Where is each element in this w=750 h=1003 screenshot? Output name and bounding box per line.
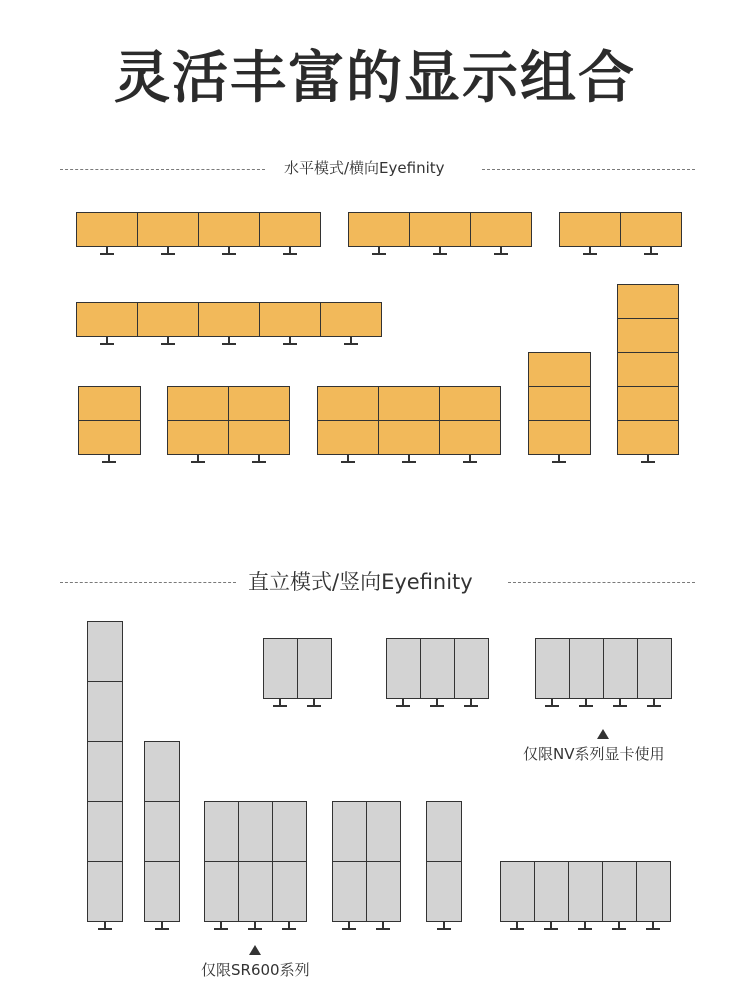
vertical-arrangement-1 (87, 621, 122, 931)
monitor-stand-icon (644, 247, 658, 255)
monitor-screen (470, 212, 532, 247)
horizontal-arrangement-9 (528, 352, 590, 464)
monitor-stand-icon (161, 337, 175, 345)
monitor-stand-icon (402, 455, 416, 463)
monitor-stand-icon (430, 699, 444, 707)
monitor-screen (204, 801, 239, 862)
horizontal-arrangement-7 (167, 386, 289, 464)
monitor-stand-icon (283, 337, 297, 345)
horizontal-arrangement-2 (348, 212, 531, 256)
monitor-screen (204, 861, 239, 922)
monitor-screen (87, 801, 123, 862)
monitor-stand-icon (155, 922, 169, 930)
monitor-screen (87, 621, 123, 682)
monitor-screen (76, 212, 138, 247)
monitor-screen (426, 861, 462, 922)
monitor-screen (259, 302, 321, 337)
monitor-screen (320, 302, 382, 337)
page-title: 灵活丰富的显示组合 (114, 46, 636, 111)
nv-only-note: 仅限NV系列显卡使用 (523, 745, 665, 763)
horizontal-section-heading (60, 157, 695, 181)
monitor-stand-icon (641, 455, 655, 463)
monitor-stand-icon (646, 922, 660, 930)
monitor-screen (238, 861, 273, 922)
monitor-screen (617, 352, 679, 387)
triangle-marker-icon (249, 945, 261, 955)
monitor-stand-icon (282, 922, 296, 930)
monitor-stand-icon (100, 337, 114, 345)
monitor-stand-icon (545, 699, 559, 707)
monitor-screen (620, 212, 682, 247)
vertical-section-heading (60, 570, 695, 594)
monitor-stand-icon (161, 247, 175, 255)
sr600-only-note: 仅限SR600系列 (201, 961, 310, 979)
monitor-screen (439, 386, 501, 421)
monitor-stand-icon (222, 247, 236, 255)
monitor-screen (78, 386, 141, 421)
monitor-stand-icon (307, 699, 321, 707)
monitor-stand-icon (494, 247, 508, 255)
monitor-stand-icon (437, 922, 451, 930)
monitor-screen (617, 284, 679, 319)
vertical-arrangement-7 (332, 801, 400, 931)
monitor-stand-icon (191, 455, 205, 463)
monitor-screen (76, 302, 138, 337)
dashed-divider-left (60, 169, 265, 170)
monitor-stand-icon (341, 455, 355, 463)
monitor-stand-icon (283, 247, 297, 255)
monitor-stand-icon (342, 922, 356, 930)
monitor-screen (637, 638, 672, 699)
monitor-screen (378, 386, 440, 421)
monitor-screen (144, 801, 180, 862)
monitor-stand-icon (102, 455, 116, 463)
monitor-screen (297, 638, 332, 699)
triangle-marker-icon (597, 729, 609, 739)
vertical-mode-label: 直立模式/竖向Eyefinity (248, 570, 473, 594)
monitor-screen (272, 861, 307, 922)
monitor-screen (378, 420, 440, 455)
monitor-screen (568, 861, 603, 922)
monitor-stand-icon (510, 922, 524, 930)
monitor-screen (87, 681, 123, 742)
horizontal-arrangement-5 (617, 284, 678, 464)
vertical-arrangement-6 (204, 801, 306, 931)
monitor-screen (198, 212, 260, 247)
monitor-screen (386, 638, 421, 699)
monitor-stand-icon (222, 337, 236, 345)
monitor-stand-icon (273, 699, 287, 707)
vertical-arrangement-5 (144, 741, 179, 931)
monitor-screen (167, 386, 229, 421)
vertical-arrangement-2 (263, 638, 331, 708)
monitor-stand-icon (252, 455, 266, 463)
vertical-arrangement-8 (426, 801, 461, 931)
monitor-screen (272, 801, 307, 862)
monitor-stand-icon (248, 922, 262, 930)
horizontal-arrangement-6 (78, 386, 140, 464)
monitor-screen (317, 420, 379, 455)
dashed-divider-right (508, 582, 695, 583)
dashed-divider-left (60, 582, 236, 583)
monitor-screen (137, 212, 199, 247)
monitor-stand-icon (464, 699, 478, 707)
monitor-screen (420, 638, 455, 699)
monitor-stand-icon (583, 247, 597, 255)
monitor-screen (144, 741, 180, 802)
monitor-screen (617, 420, 679, 455)
horizontal-arrangement-1 (76, 212, 320, 256)
monitor-screen (87, 741, 123, 802)
monitor-stand-icon (578, 922, 592, 930)
monitor-stand-icon (612, 922, 626, 930)
monitor-screen (144, 861, 180, 922)
vertical-arrangement-3 (386, 638, 488, 708)
horizontal-mode-label: 水平模式/横向Eyefinity (284, 159, 445, 177)
monitor-stand-icon (98, 922, 112, 930)
monitor-stand-icon (100, 247, 114, 255)
monitor-screen (636, 861, 671, 922)
monitor-stand-icon (214, 922, 228, 930)
monitor-screen (228, 386, 290, 421)
monitor-screen (259, 212, 321, 247)
monitor-screen (534, 861, 569, 922)
monitor-screen (317, 386, 379, 421)
monitor-stand-icon (376, 922, 390, 930)
dashed-divider-right (482, 169, 695, 170)
monitor-screen (366, 861, 401, 922)
monitor-screen (78, 420, 141, 455)
monitor-stand-icon (552, 455, 566, 463)
monitor-screen (263, 638, 298, 699)
monitor-screen (617, 386, 679, 421)
monitor-screen (87, 861, 123, 922)
monitor-screen (500, 861, 535, 922)
monitor-screen (528, 420, 591, 455)
monitor-screen (439, 420, 501, 455)
monitor-stand-icon (344, 337, 358, 345)
monitor-screen (332, 801, 367, 862)
monitor-stand-icon (579, 699, 593, 707)
monitor-screen (559, 212, 621, 247)
monitor-stand-icon (647, 699, 661, 707)
monitor-stand-icon (396, 699, 410, 707)
horizontal-arrangement-4 (76, 302, 381, 346)
monitor-screen (238, 801, 273, 862)
monitor-screen (454, 638, 489, 699)
monitor-screen (603, 638, 638, 699)
monitor-screen (167, 420, 229, 455)
vertical-arrangement-4 (535, 638, 671, 708)
monitor-screen (528, 386, 591, 421)
monitor-screen (366, 801, 401, 862)
monitor-screen (348, 212, 410, 247)
monitor-screen (569, 638, 604, 699)
horizontal-arrangement-3 (559, 212, 681, 256)
monitor-screen (426, 801, 462, 862)
monitor-stand-icon (463, 455, 477, 463)
monitor-screen (535, 638, 570, 699)
monitor-stand-icon (613, 699, 627, 707)
monitor-screen (198, 302, 260, 337)
horizontal-arrangement-8 (317, 386, 500, 464)
monitor-stand-icon (433, 247, 447, 255)
vertical-arrangement-9 (500, 861, 670, 931)
monitor-screen (332, 861, 367, 922)
monitor-stand-icon (544, 922, 558, 930)
monitor-screen (602, 861, 637, 922)
monitor-stand-icon (372, 247, 386, 255)
monitor-screen (617, 318, 679, 353)
monitor-screen (228, 420, 290, 455)
monitor-screen (528, 352, 591, 387)
monitor-screen (409, 212, 471, 247)
monitor-screen (137, 302, 199, 337)
